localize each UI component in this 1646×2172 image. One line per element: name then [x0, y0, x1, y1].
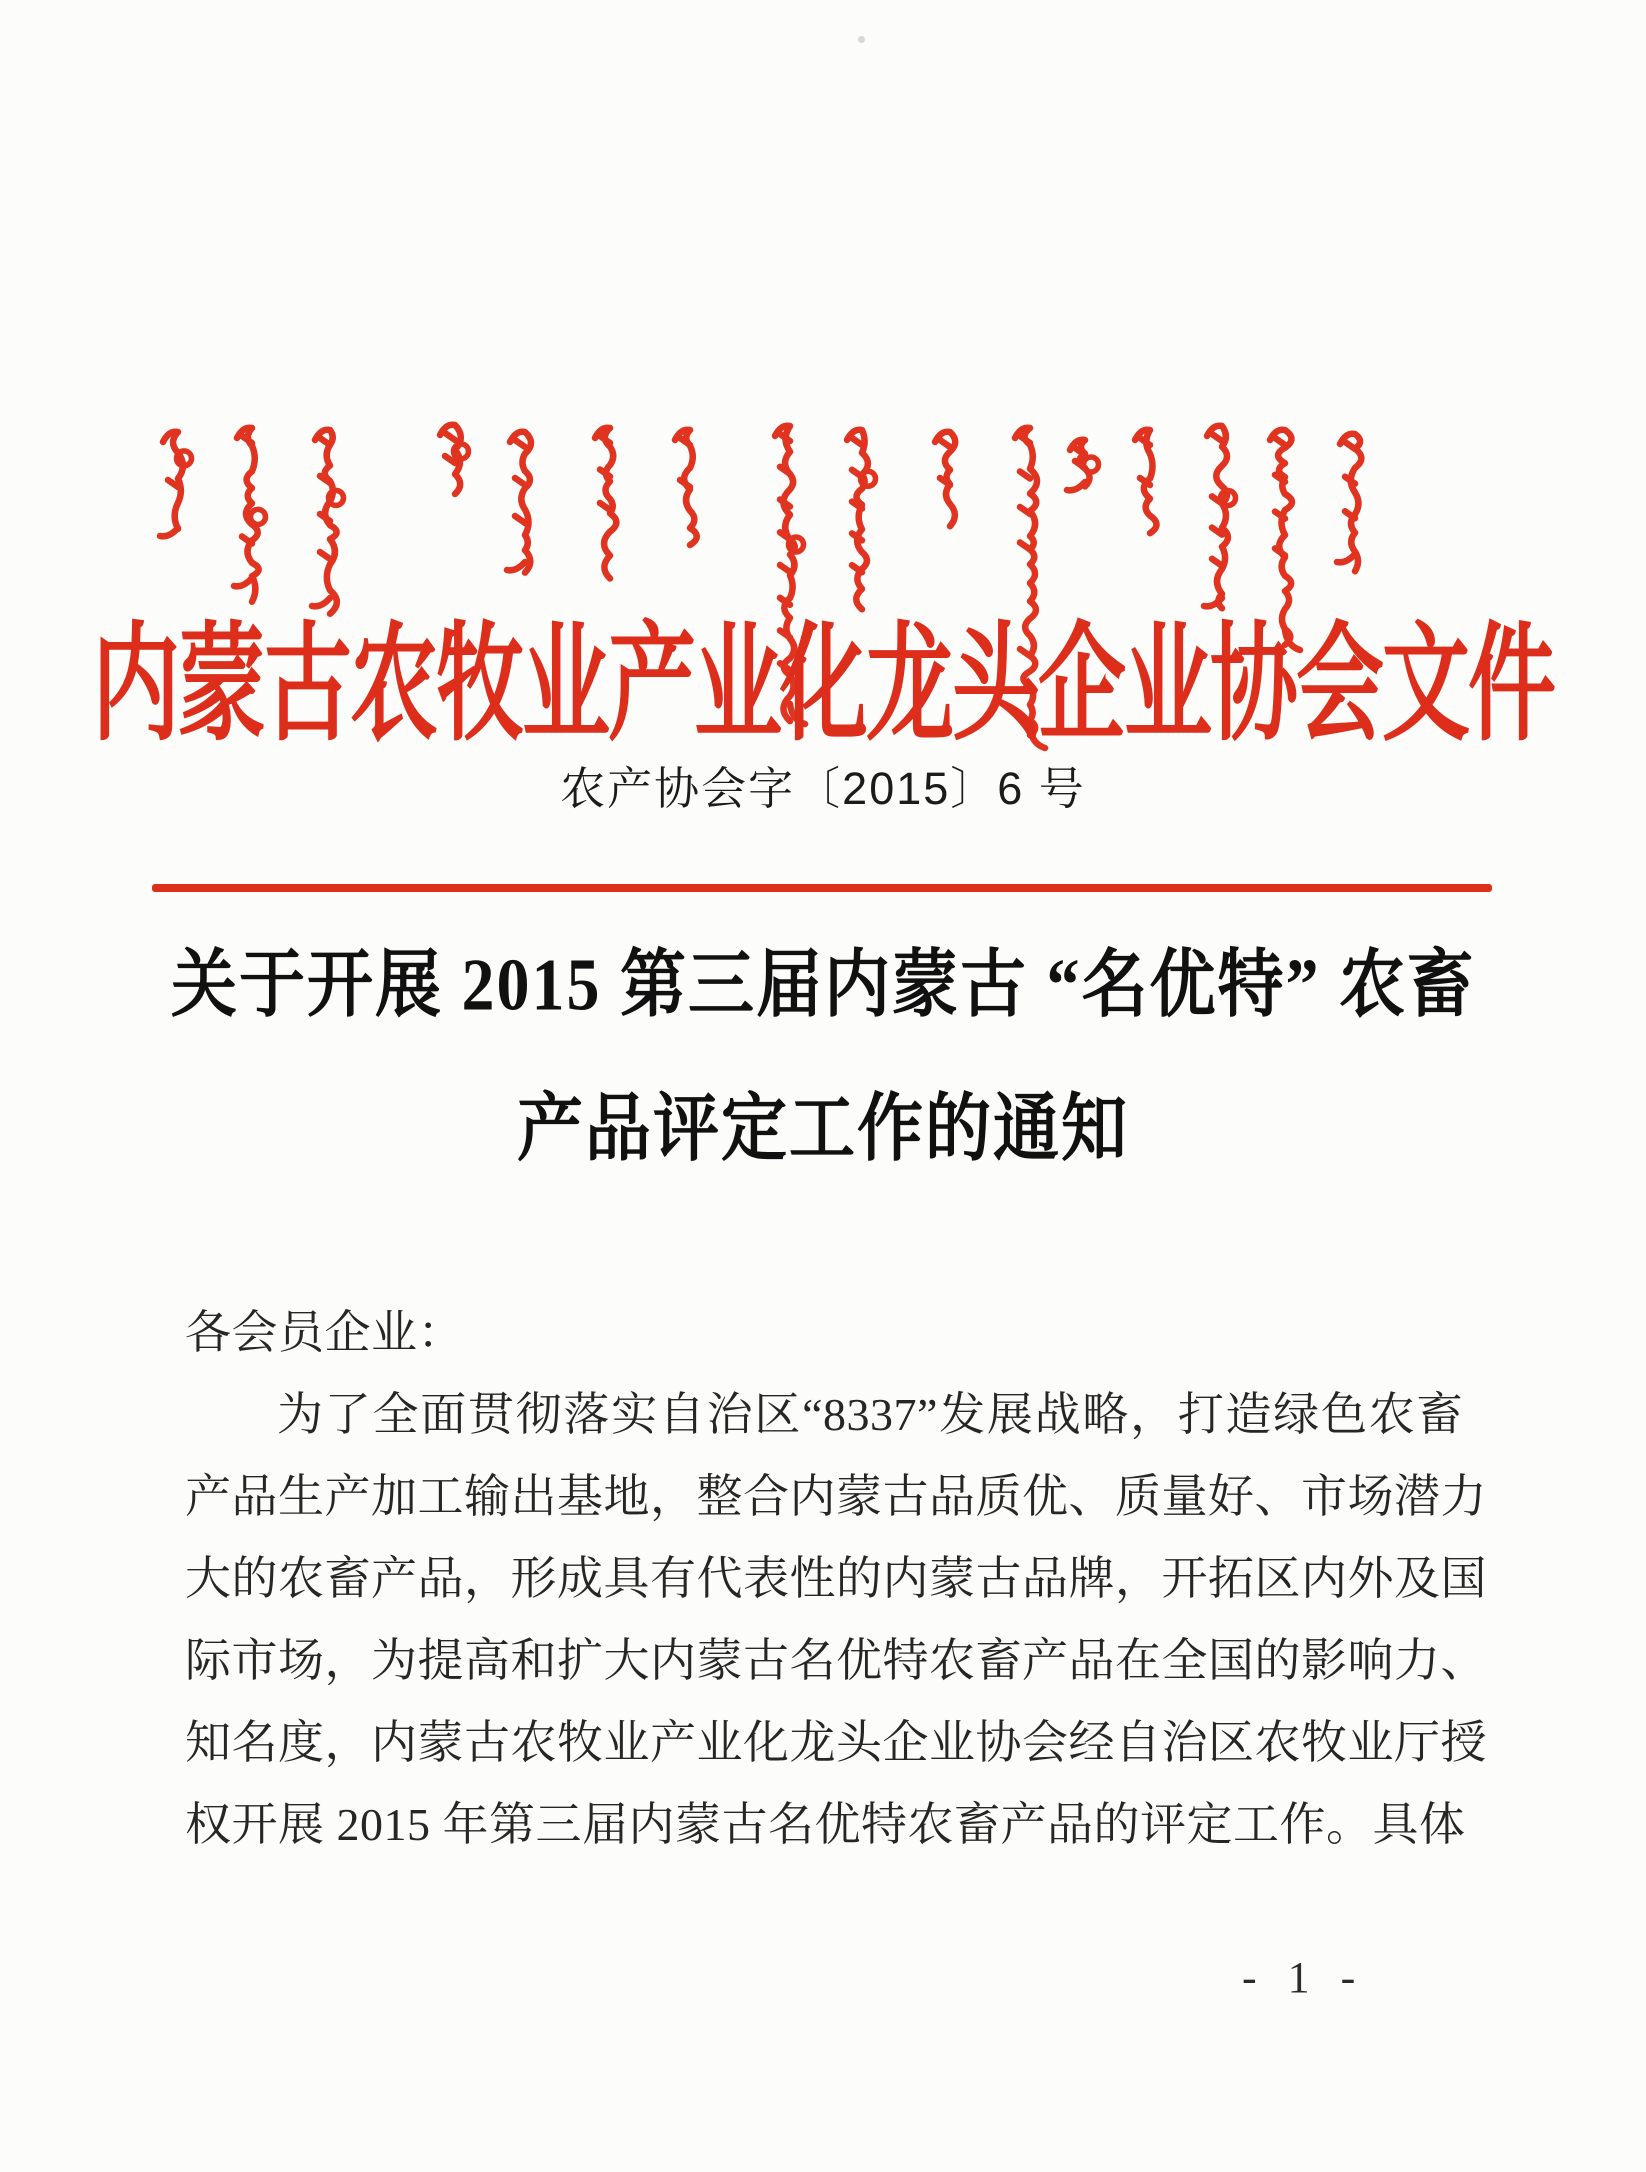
paragraph-line: 权开展 2015 年第三届内蒙古名优特农畜产品的评定工作。具体 [185, 1799, 1466, 1850]
notice-title [0, 940, 1646, 1176]
red-divider-line [152, 884, 1492, 892]
org-title: 内蒙古农牧业产业化龙头企业协会文件 [91, 616, 1554, 757]
notice-title-line1: 关于开展 2015 第三届内蒙古 “名优特” 农畜 [171, 944, 1475, 1027]
paragraph-line: 大的农畜产品，形成具有代表性的内蒙古品牌，开拓区内外及国 [185, 1553, 1487, 1604]
paragraph-line: 为了全面贯彻落实自治区“8337”发展战略，打造绿色农畜 [277, 1389, 1463, 1440]
paragraph-line: 产品生产加工输出基地，整合内蒙古品质优、质量好、市场潜力 [185, 1471, 1487, 1522]
page-number: - 1 - [1242, 1953, 1366, 2002]
doc-number: 农产协会字〔2015〕6 号 [560, 763, 1086, 814]
salutation: 各会员企业： [185, 1307, 464, 1358]
scan-artifact-dot [858, 36, 865, 43]
paragraph-line: 知名度，内蒙古农牧业产业化龙头企业协会经自治区农牧业厅授 [185, 1717, 1487, 1768]
notice-title-line2: 产品评定工作的通知 [517, 1088, 1129, 1171]
document-body [185, 1292, 1487, 1866]
paragraph-line: 际市场，为提高和扩大内蒙古名优特农畜产品在全国的影响力、 [185, 1635, 1487, 1686]
